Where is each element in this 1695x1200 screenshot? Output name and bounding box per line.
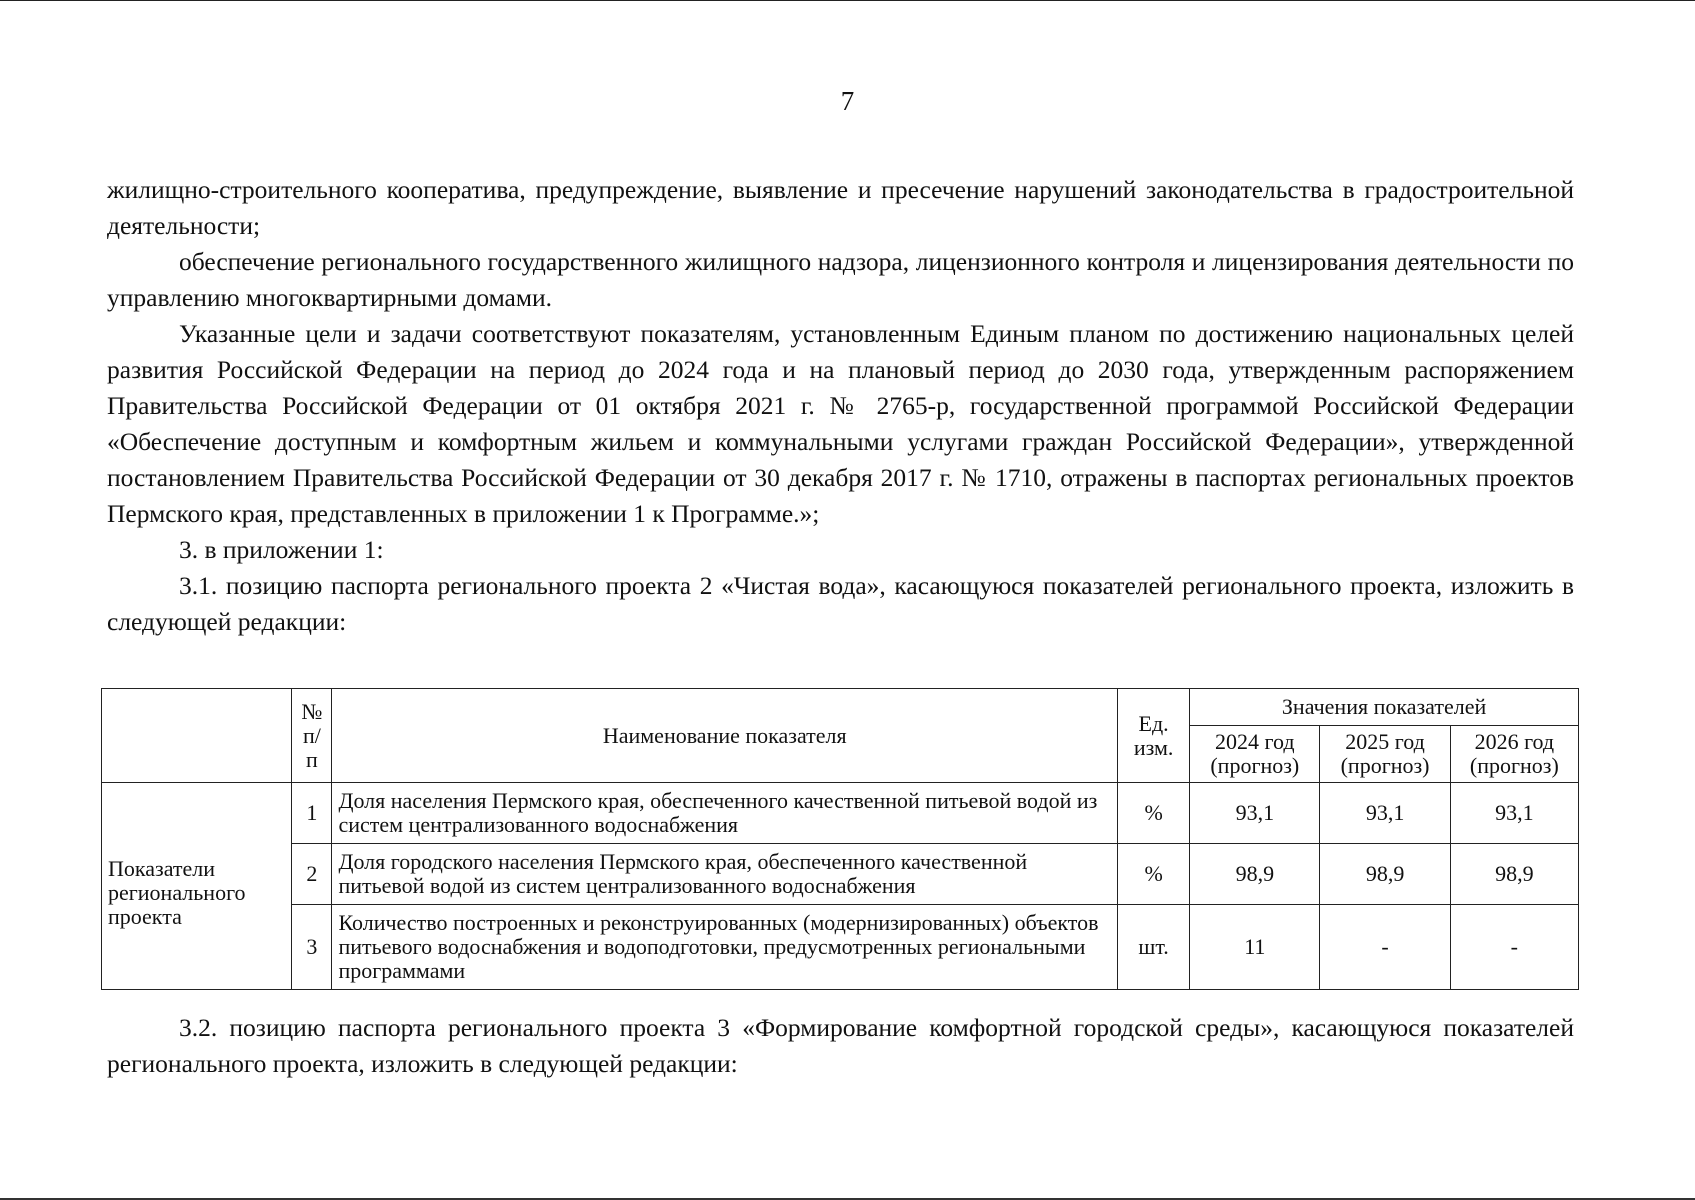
table-cell-value-2026: 93,1 xyxy=(1450,783,1578,844)
table-header-year-2024: 2024 год (прогноз) xyxy=(1190,726,1320,783)
table-cell-num: 2 xyxy=(292,844,332,905)
paragraph-3: Указанные цели и задачи соответствуют показателям, установленным Единым планом по достижению национальных целей развития Российской Федерации на период до 2024 года и на плановый период до 2030 года, утвержденным распоряжением Правительства Российской Федерации от 01 октября 2021 г. № 2765-р, государственной программой Российской Федерации «Обеспечение доступным и комфортным жильем и коммунальными услугами граждан Российской Федерации», утвержденной постановлением Правительства Российской Федерации от 30 декабря 2017 г. № 1710, отражены в паспортах региональных проектов Пермского края, представленных в приложении 1 к Программе.»; xyxy=(107,319,1574,528)
table-header-name: Наименование показателя xyxy=(332,689,1118,783)
table-group-label: Показатели регионального проекта xyxy=(102,783,292,990)
table-cell-unit: шт. xyxy=(1118,905,1190,990)
table-cell-value-2025: 93,1 xyxy=(1320,783,1450,844)
table-cell-num: 3 xyxy=(292,905,332,990)
indicators-table xyxy=(101,688,1579,990)
document-body xyxy=(107,172,1574,640)
table-row xyxy=(102,783,1579,844)
table-cell-name: Количество построенных и реконструированных (модернизированных) объектов питьевого водоснабжения и водоподготовки, предусмотренных региональными программами xyxy=(332,905,1118,990)
table-row xyxy=(102,844,1579,905)
table-cell-name: Доля городского населения Пермского края, обеспеченного качественной питьевой водой из систем централизованного водоснабжения xyxy=(332,844,1118,905)
table-header-unit: Ед. изм. xyxy=(1118,689,1190,783)
table-cell-unit: % xyxy=(1118,844,1190,905)
table-cell-value-2026: 98,9 xyxy=(1450,844,1578,905)
document-body-after-table xyxy=(107,1010,1574,1082)
page-number: 7 xyxy=(840,86,855,116)
paragraph-after-table: 3.2. позицию паспорта регионального проекта 3 «Формирование комфортной городской среды», касающуюся показателей регионального проекта, изложить в следующей редакции: xyxy=(107,1013,1574,1078)
table-cell-unit: % xyxy=(1118,783,1190,844)
table-cell-value-2026: - xyxy=(1450,905,1578,990)
table-header-year-2026: 2026 год (прогноз) xyxy=(1450,726,1578,783)
paragraph-1: жилищно-строительного кооператива, предупреждение, выявление и пресечение нарушений законодательства в градостроительной деятельности; xyxy=(107,175,1574,240)
table-row xyxy=(102,905,1579,990)
table-cell-value-2024: 93,1 xyxy=(1190,783,1320,844)
table-header-values-group: Значения показателей xyxy=(1190,689,1579,726)
table-cell-value-2024: 98,9 xyxy=(1190,844,1320,905)
table-cell-value-2025: 98,9 xyxy=(1320,844,1450,905)
paragraph-5: 3.1. позицию паспорта регионального проекта 2 «Чистая вода», касающуюся показателей регионального проекта, изложить в следующей редакции: xyxy=(107,571,1574,636)
table-cell-value-2025: - xyxy=(1320,905,1450,990)
paragraph-2: обеспечение регионального государственного жилищного надзора, лицензионного контроля и лицензирования деятельности по управлению многоквартирными домами. xyxy=(107,247,1574,312)
table-cell-name: Доля населения Пермского края, обеспеченного качественной питьевой водой из систем централизованного водоснабжения xyxy=(332,783,1118,844)
table-header-row-1 xyxy=(102,689,1579,726)
table-header-num: № п/п xyxy=(292,689,332,783)
table-header-empty xyxy=(102,689,292,783)
paragraph-4: 3. в приложении 1: xyxy=(179,535,384,564)
table-cell-num: 1 xyxy=(292,783,332,844)
table-cell-value-2024: 11 xyxy=(1190,905,1320,990)
table-header-year-2025: 2025 год (прогноз) xyxy=(1320,726,1450,783)
